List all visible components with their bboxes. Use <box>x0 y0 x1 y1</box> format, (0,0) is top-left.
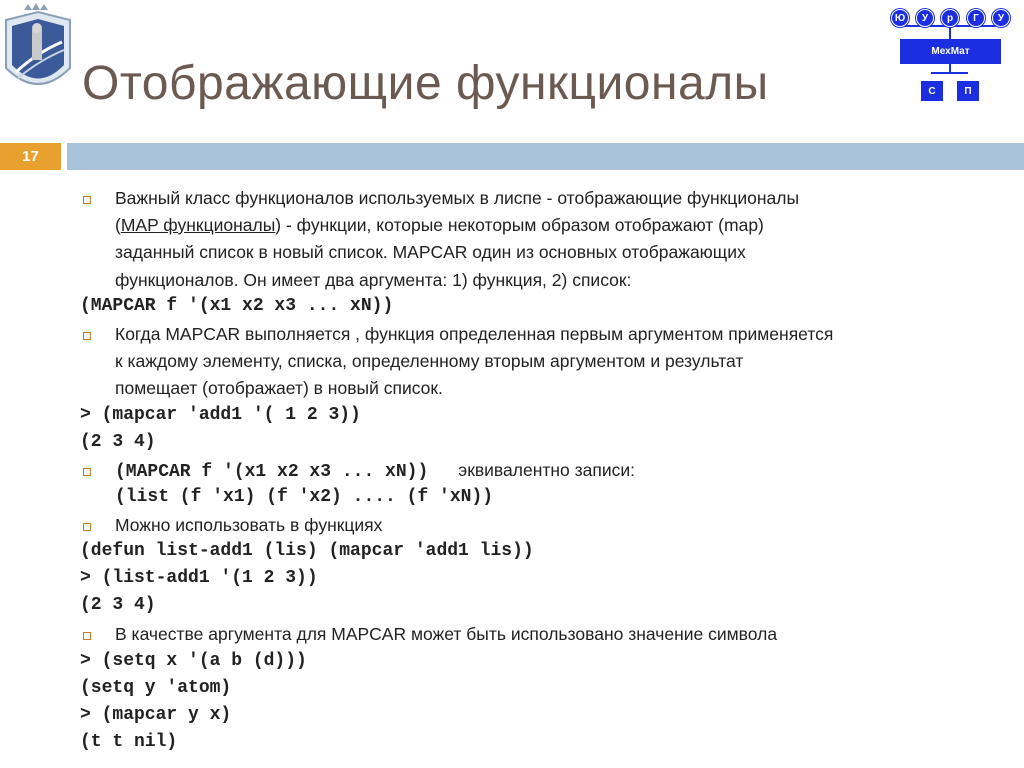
university-logo <box>2 2 74 102</box>
paragraph-line: Когда MAPCAR выполняется , функция определенная первым аргументом применяется <box>115 324 834 344</box>
paragraph-line: заданный список в новый список. MAPCAR один из основных отображающих <box>115 242 746 262</box>
code-line: (setq y 'atom) <box>80 678 232 698</box>
paragraph-line: Можно использовать в функциях <box>115 515 383 535</box>
bullet-marker <box>83 332 91 340</box>
bullet-marker <box>83 632 91 640</box>
org-node-s: С <box>921 81 943 101</box>
code-line: > (setq x '(a b (d))) <box>80 651 307 671</box>
paragraph-line <box>115 215 764 236</box>
code-line: (list (f 'x1) (f 'x2) .... (f 'xN)) <box>115 487 494 507</box>
paragraph-line: к каждому элементу, списка, определенному вторым аргументом и результат <box>115 351 744 371</box>
faculty-org-chart <box>888 4 1018 104</box>
org-node-g: Г <box>967 9 985 27</box>
code-line: (2 3 4) <box>80 432 156 452</box>
paragraph-fragment: ( <box>115 215 121 235</box>
paragraph-fragment: эквивалентно записи: <box>458 460 636 480</box>
org-node-mehmat: МехМат <box>900 39 1001 64</box>
slide-number: 17 <box>0 143 61 170</box>
org-connector <box>931 72 968 74</box>
code-line: (MAPCAR f '(x1 x2 x3 ... xN)) <box>80 296 394 316</box>
header-divider-strip <box>67 143 1024 170</box>
paragraph-line: функционалов. Он имеет два аргумента: 1) функция, 2) список: <box>115 270 632 290</box>
bullet-marker <box>83 523 91 531</box>
paragraph-line <box>115 460 635 482</box>
paragraph-line: помещает (отображает) в новый список. <box>115 378 443 398</box>
org-node-yu: Ю <box>891 9 909 27</box>
org-node-u: У <box>916 9 934 27</box>
slide-title: Отображающие функционалы <box>82 57 769 110</box>
org-connector <box>949 25 951 39</box>
code-line: > (mapcar y x) <box>80 705 232 725</box>
paragraph-fragment: ) - функции, которые некоторым образом отображают (map) <box>275 215 764 235</box>
code-line: > (mapcar 'add1 '( 1 2 3)) <box>80 405 361 425</box>
bullet-marker <box>83 196 91 204</box>
paragraph-line: В качестве аргумента для MAPCAR может быть использовано значение символа <box>115 624 778 644</box>
org-node-p: П <box>957 81 979 101</box>
code-line: (defun list-add1 (lis) (mapcar 'add1 lis)) <box>80 541 534 561</box>
code-line: (t t nil) <box>80 732 178 752</box>
code-fragment: (MAPCAR f '(x1 x2 x3 ... xN)) <box>115 462 429 482</box>
org-node-r: р <box>941 9 959 27</box>
code-line: (2 3 4) <box>80 595 156 615</box>
org-node-u2: У <box>992 9 1010 27</box>
map-functionals-link[interactable]: MAP функционалы <box>120 215 276 235</box>
bullet-marker <box>83 468 91 476</box>
paragraph-line: Важный класс функционалов используемых в лиспе - отображающие функционалы <box>115 188 800 208</box>
code-line: > (list-add1 '(1 2 3)) <box>80 568 318 588</box>
